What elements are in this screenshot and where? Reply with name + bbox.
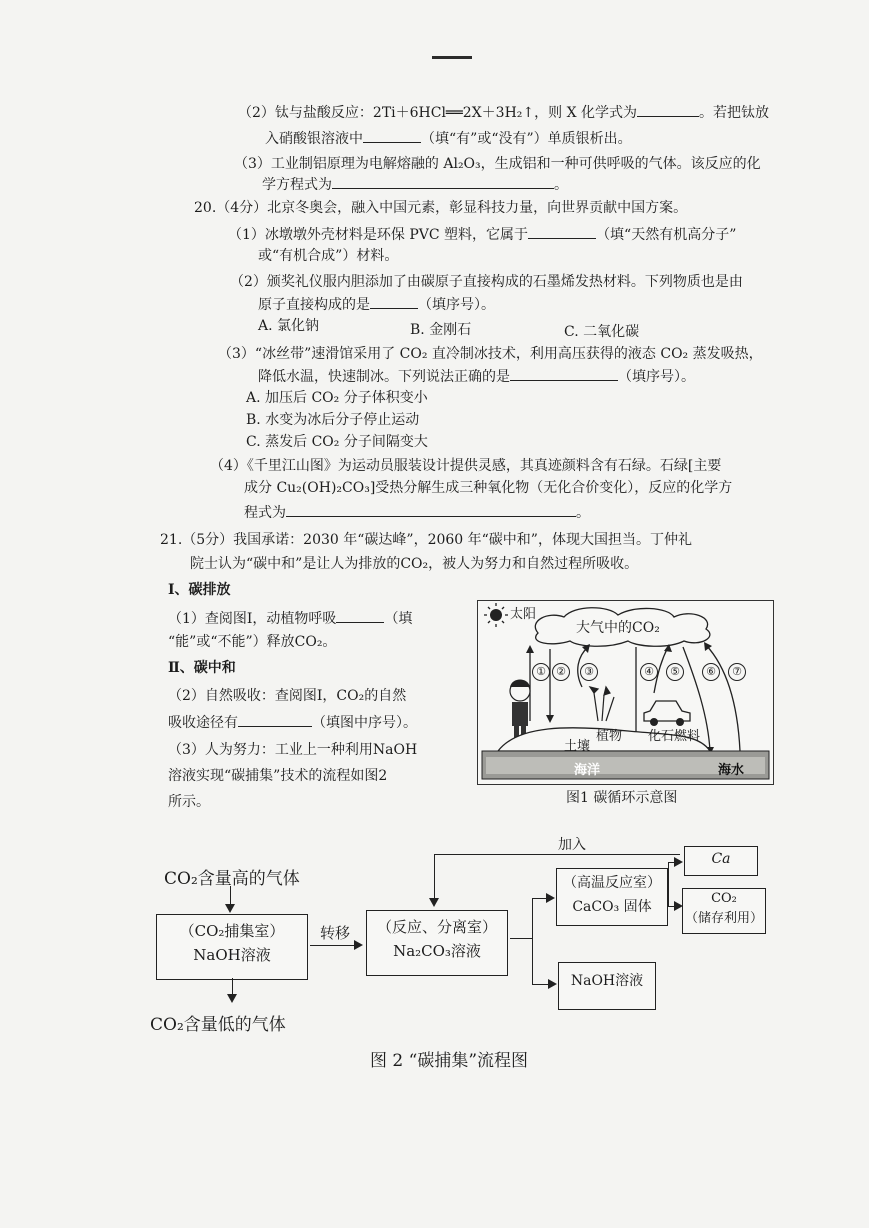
capture-room-solution: NaOH溶液 <box>193 946 271 964</box>
q20-part3-line2 <box>258 366 695 387</box>
q20-part4-text-end: 。 <box>576 505 590 521</box>
q20-part3-option-a: A. 加压后 CO₂ 分子体积变小 <box>246 390 428 406</box>
q20-part1-line1 <box>228 224 736 245</box>
figure-1-caption: 图1 碳循环示意图 <box>566 790 678 806</box>
q19-part3-line2 <box>262 174 568 195</box>
q21-part2-text: 吸收途径有 <box>168 715 238 731</box>
reaction-room-title: （反应、分离室） <box>376 918 497 936</box>
q19-part2-text: （2）钛与盐酸反应：2Ti＋6HCl══2X＋3H₂↑，则 X 化学式为 <box>238 105 637 121</box>
answer-blank[interactable] <box>363 128 421 143</box>
path-6: ⑥ <box>702 663 720 681</box>
kiln-output-vertical <box>668 862 669 906</box>
branch-vertical <box>532 898 533 984</box>
fossil-fuel-label: 化石燃料 <box>648 729 701 744</box>
path-2: ② <box>552 663 570 681</box>
transfer-label: 转移 <box>320 924 351 942</box>
q20-part1-line2: 或“有机合成”）材料。 <box>258 248 399 264</box>
arrow-head <box>548 979 557 989</box>
q20-option-a: A. 氯化钠 <box>258 318 320 334</box>
scan-mark <box>432 56 472 59</box>
arrow-head <box>354 940 363 950</box>
q20-part2-line2 <box>258 294 495 315</box>
q20-part4-line2: 成分 Cu₂(OH)₂CO₃]受热分解生成三种氧化物（无化合价变化），反应的化学方 <box>244 480 733 496</box>
plant-label: 植物 <box>596 729 623 744</box>
q20-option-b: B. 金刚石 <box>410 322 472 338</box>
q20-part1-text-end: （填“天然有机高分子” <box>596 227 737 243</box>
q21-section-1: Ⅰ、碳排放 <box>168 582 231 598</box>
add-label: 加入 <box>558 837 586 853</box>
q21-part3-line3: 所示。 <box>168 794 210 810</box>
q20-part3-text: 降低水温，快速制冰。下列说法正确的是 <box>258 369 510 385</box>
output-gas-label: CO₂含量低的气体 <box>150 1015 286 1035</box>
answer-blank[interactable] <box>528 224 596 239</box>
q20-part4-text: 程式为 <box>244 505 286 521</box>
q19-part3-text-end: 。 <box>554 177 568 193</box>
path-3: ③ <box>580 663 598 681</box>
path-7: ⑦ <box>728 663 746 681</box>
input-gas-label: CO₂含量高的气体 <box>164 869 300 889</box>
kiln-room-box <box>556 868 668 926</box>
q21-part1-text: （1）查阅图Ⅰ，动植物呼吸 <box>168 611 337 627</box>
co2-store-label: CO₂ <box>711 891 737 906</box>
q20-part3-text-end: （填序号）。 <box>618 369 695 385</box>
q20-part2-text: 原子直接构成的是 <box>258 297 370 313</box>
q19-part2-line1 <box>238 102 769 123</box>
answer-blank[interactable] <box>238 712 312 727</box>
branch-line <box>510 938 532 939</box>
q21-part2-line1: （2）自然吸收：查阅图Ⅰ，CO₂的自然 <box>168 688 407 704</box>
arrow-head <box>227 994 237 1003</box>
answer-blank[interactable] <box>370 294 418 309</box>
add-loop-top <box>434 854 680 855</box>
cao-label: Ca <box>711 851 731 867</box>
capture-room-title: （CO₂捕集室） <box>179 922 285 940</box>
q21-part3-line1: （3）人为努力：工业上一种利用NaOH <box>168 742 418 758</box>
q21-heading-line2: 院士认为“碳中和”是让人为排放的CO₂，被人为努力和自然过程所吸收。 <box>190 556 639 572</box>
q19-part3-line1: （3）工业制铝原理为电解熔融的 Al₂O₃，生成铝和一种可供呼吸的气体。该反应的化 <box>234 156 761 172</box>
q19-part2-text2-end: （填“有”或“没有”）单质银析出。 <box>421 131 632 147</box>
path-1: ① <box>532 663 550 681</box>
q20-part2-line1: （2）颁奖礼仪服内胆添加了由碳原子直接构成的石墨烯发热材料。下列物质也是由 <box>230 274 743 290</box>
q21-part1-line2: “能”或“不能”）释放CO₂。 <box>168 634 337 650</box>
q20-part4-line3 <box>244 502 590 523</box>
carbon-cycle-figure <box>477 600 774 785</box>
co2-store-box <box>682 888 766 934</box>
co2-store-use: （储存利用） <box>684 911 763 926</box>
q20-part2-text-end: （填序号）。 <box>418 297 495 313</box>
kiln-room-solid: CaCO₃ 固体 <box>572 899 652 915</box>
arrow-head <box>225 904 235 913</box>
q21-part1-line1 <box>168 608 412 629</box>
q20-part1-text: （1）冰墩墩外壳材料是环保 PVC 塑料，它属于 <box>228 227 529 243</box>
q20-option-c: C. 二氧化碳 <box>564 324 640 340</box>
sea-label-left: 海洋 <box>574 763 601 778</box>
sun-label: 太阳 <box>510 607 537 622</box>
q20-part3-line1: （3）“冰丝带”速滑馆采用了 CO₂ 直冷制冰技术，利用高压获得的液态 CO₂ 蒸发吸热， <box>218 346 763 362</box>
kiln-room-title: （高温反应室） <box>563 875 661 891</box>
arrow-transfer <box>310 945 356 946</box>
arrow-head <box>429 898 439 907</box>
naoh-output-box <box>558 962 656 1010</box>
q19-part2-text2: 入硝酸银溶液中 <box>265 131 363 147</box>
add-loop-down <box>434 854 435 900</box>
atmosphere-label: 大气中的CO₂ <box>576 620 660 636</box>
arrow-head <box>674 857 683 867</box>
person-icon <box>510 680 530 739</box>
q19-part2-line2 <box>265 128 632 149</box>
arrow-head <box>546 893 555 903</box>
q21-part1-text-end: （填 <box>384 611 413 627</box>
car-icon <box>644 701 690 726</box>
q20-heading: 20.（4分）北京冬奥会，融入中国元素，彰显科技力量，向世界贡献中国方案。 <box>194 200 688 216</box>
answer-blank[interactable] <box>637 102 699 117</box>
q21-heading: 21.（5分）我国承诺：2030 年“碳达峰”，2060 年“碳中和”，体现大国担当。丁仲礼 <box>160 532 692 548</box>
path-4: ④ <box>640 663 658 681</box>
q19-part3-text: 学方程式为 <box>262 177 332 193</box>
sea-label-right: 海水 <box>718 763 745 778</box>
q21-section-2: Ⅱ、碳中和 <box>168 660 236 676</box>
naoh-output-label: NaOH溶液 <box>570 973 644 989</box>
q21-part2-text-end: （填图中序号）。 <box>312 715 417 731</box>
answer-blank[interactable] <box>286 502 576 517</box>
q20-part3-option-c: C. 蒸发后 CO₂ 分子间隔变大 <box>246 434 428 450</box>
q20-part3-option-b: B. 水变为冰后分子停止运动 <box>246 412 420 428</box>
answer-blank[interactable] <box>336 608 384 623</box>
plant-icon <box>590 687 614 721</box>
q19-part2-text-end: 。若把钛放 <box>699 105 769 121</box>
cao-box <box>684 846 758 876</box>
figure-2-caption: 图 2 “碳捕集”流程图 <box>370 1051 529 1071</box>
q21-part2-line2 <box>168 712 417 733</box>
path-5: ⑤ <box>666 663 684 681</box>
reaction-room-solution: Na₂CO₃溶液 <box>393 942 481 960</box>
arrow-input <box>230 886 231 906</box>
q20-part4-line1: （4）《千里江山图》为运动员服装设计提供灵感，其真迹颜料含有石绿。石绿[主要 <box>210 458 722 474</box>
reaction-room-box <box>366 910 508 976</box>
answer-blank[interactable] <box>510 366 618 381</box>
sun-icon <box>484 603 508 627</box>
q21-part3-line2: 溶液实现“碳捕集”技术的流程如图2 <box>168 768 388 784</box>
capture-room-box <box>156 914 308 980</box>
answer-blank[interactable] <box>332 174 554 189</box>
soil-label: 土壤 <box>564 739 591 754</box>
